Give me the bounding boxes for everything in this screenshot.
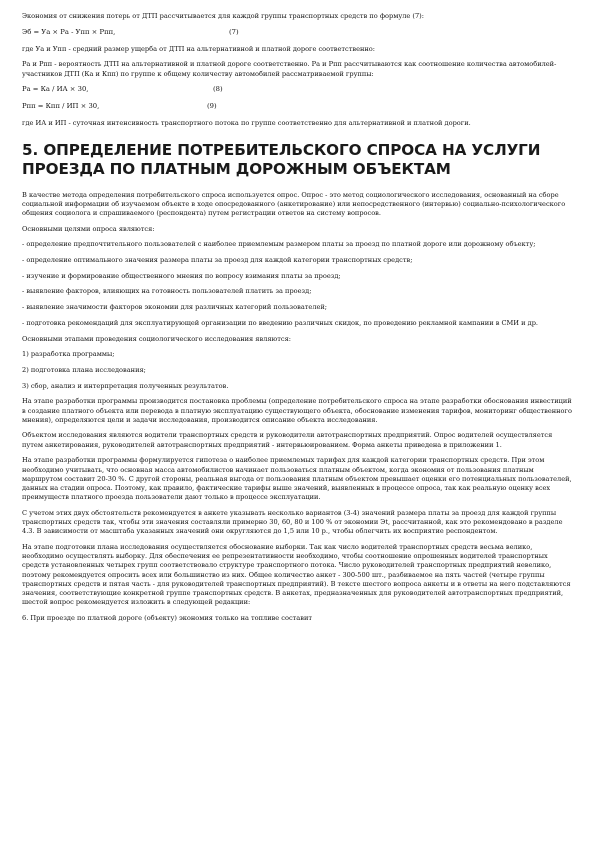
list-item: - определение оптимального значения размера платы за проезд для каждой категории транспортных средств; [22,256,413,265]
formula-9-number: (9) [207,102,217,111]
formula-7 [22,28,574,38]
formula-8-number: (8) [213,85,223,94]
paragraph-research-object [22,431,574,449]
formula-9-expression: Рпп = Кпп / ИП × 30, [22,102,100,111]
paragraph-sample-plan: На этапе подготовки плана исследования осуществляется обоснование выборки. Так как число водителей транспортных средств весьма велико, необходимо осуществлять выборку. Для обеспечения ее репрезентативности необходимо, чтобы соотношение опрошенных водителей транспортных средств установленных четырех групп соответствовало структуре транспортного потока. Число руководителей транспортных предприятий невелико, поэтому рекомендуется опросить всех или большинство из них. Общее количество анкет - 300-500 шт., разбиваемое на пять частей (четыре группы транспортных средств и пятая часть - для руководителей транспортных предприятий). В тексте шестого вопроса анкеты и в ответы на него подставляются значения, соответствующие конкретной группе транспортных средств. В анкетах, предназначенных для руководителей автотранспортных предприятий, шестой вопрос рекомендуется изложить в следующей редакции: [22,543,571,607]
paragraph-intensity-definition: где ИА и ИП - суточная интенсивность транспортного потока по группе соответственно для альтернативной и платной дороги. [22,119,471,128]
list-item: - определение предпочтительного пользователей с наиболее приемлемым размером платы за проезд по платной дороге или дорожному объекту; [22,240,536,249]
list-item: 3) сбор, анализ и интерпретация полученных результатов. [22,381,229,390]
section-title: 5. ОПРЕДЕЛЕНИЕ ПОТРЕБИТЕЛЬСКОГО СПРОСА НА УСЛУГИ ПРОЕЗДА ПО ПЛАТНЫМ ДОРОЖНЫМ ОБЪЕКТАМ [22,140,541,178]
paragraph-program-stage: На этапе разработки программы производится постановка проблемы (определение потребительского спроса на этапе разработки обоснования инвестиций в создание платного объекта или перевода в платную эксплуатацию существующего объекта, обоснование изменения тарифов, мониторинг общественного мнения), определяются цели и задачи исследования, производится описание объекта исследования. [22,397,572,424]
stages-heading: Основными этапами проведения социологического исследования являются: [22,334,291,343]
list-item: - выявление факторов, влияющих на готовность пользователей платить за проезд; [22,287,312,296]
formula-7-number: (7) [229,27,239,36]
paragraph-method-intro: В качестве метода определения потребительского спроса используется опрос. Опрос - это метод социологического исследования, основанный на сборе социальной информации об изучаемом объекте в ходе опосредованного (анкетирование) или непосредственного (интервью) социально-психологического общения социолога и спрашиваемого (респондента) путем регистрации ответов на систему вопросов. [22,190,566,217]
list-item: 2) подготовка плана исследования; [22,365,146,374]
goals-heading: Основными целями опроса являются: [22,224,155,233]
paragraph-damage-definition: где Уа и Упп - средний размер ущерба от ДТП на альтернативной и платной дороге соответственно: [22,44,375,53]
formula-9 [22,102,574,112]
list-item: - подготовка рекомендаций для эксплуатирующей организации по введению различных скидок, по проведению рекламной кампании в СМИ и др. [22,318,539,327]
paragraph-payment-values: С учетом этих двух обстоятельств рекомендуется в анкете указывать несколько вариантов (3-4) значений размера платы за проезд для каждой группы транспортных средств так, чтобы эти значения составляли примерно 30, 60, 80 и 100 % от экономии Эt, рассчитанной, как это рекомендовано в разделе 4.3. В зависимости от масштаба указанных значений они округляются до 1,5 или 10 р., чтобы облегчить их восприятие респондентом. [22,508,563,536]
goals-list [22,240,574,328]
list-item: - изучение и формирование общественного мнения по вопросу взимания платы за проезд; [22,271,341,280]
paragraph-savings-intro: Экономия от снижения потерь от ДТП рассчитывается для каждой группы транспортных средств по формуле (7): [22,12,424,20]
list-item: - выявление значимости факторов экономии для различных категорий пользователей; [22,303,328,312]
document-page [22,12,574,630]
paragraph-probability-definition: Ра и Рпп - вероятность ДТП на альтернативной и платной дороге соответственно. Ра и Рпп рассчитываются как соотношение количества автомобилей-участников ДТП (Ка и Кпп) по группе к общему количеству автомобилей рассматриваемой группы: [22,60,557,78]
paragraph-tariff-hypothesis: На этапе разработки программы формулируется гипотеза о наиболее приемлемых тарифах для каждой категории транспортных средств. При этом необходимо учитывать, что основная масса автомобилистов начинает пользоваться платным объектом, когда экономия от пользования платным маршрутом составит 20-30 %. С другой стороны, реальная выгода от пользования платным объектом превышает оценки его потенциальных пользователей, данных на стадии опроса. Поэтому, как правило, фактические тарифы выше значений, выявленных в процессе опроса, так как реальную оценку всех преимуществ платного проезда пользователи дают только в процессе эксплуатации. [22,456,572,502]
paragraph-question-six: 6. При проезде по платной дороге (объекту) экономия только на топливе составит [22,613,312,622]
formula-8-expression: Ра = Ка / ИА × 30, [22,85,89,94]
stages-list [22,350,574,391]
formula-8 [22,85,574,95]
list-item: 1) разработка программы; [22,350,115,359]
formula-7-expression: Эб = Уа × Ра - Упп × Рпп, [22,27,116,36]
paragraph-research-object-text: Объектом исследования являются водители транспортных средств и руководители автотранспортных предприятий. Опрос водителей осуществляется путем анкетирования, руководителей автотранспортных предприятий - интервьюированием. Форма анкеты приведена в приложении 1. [22,431,553,449]
